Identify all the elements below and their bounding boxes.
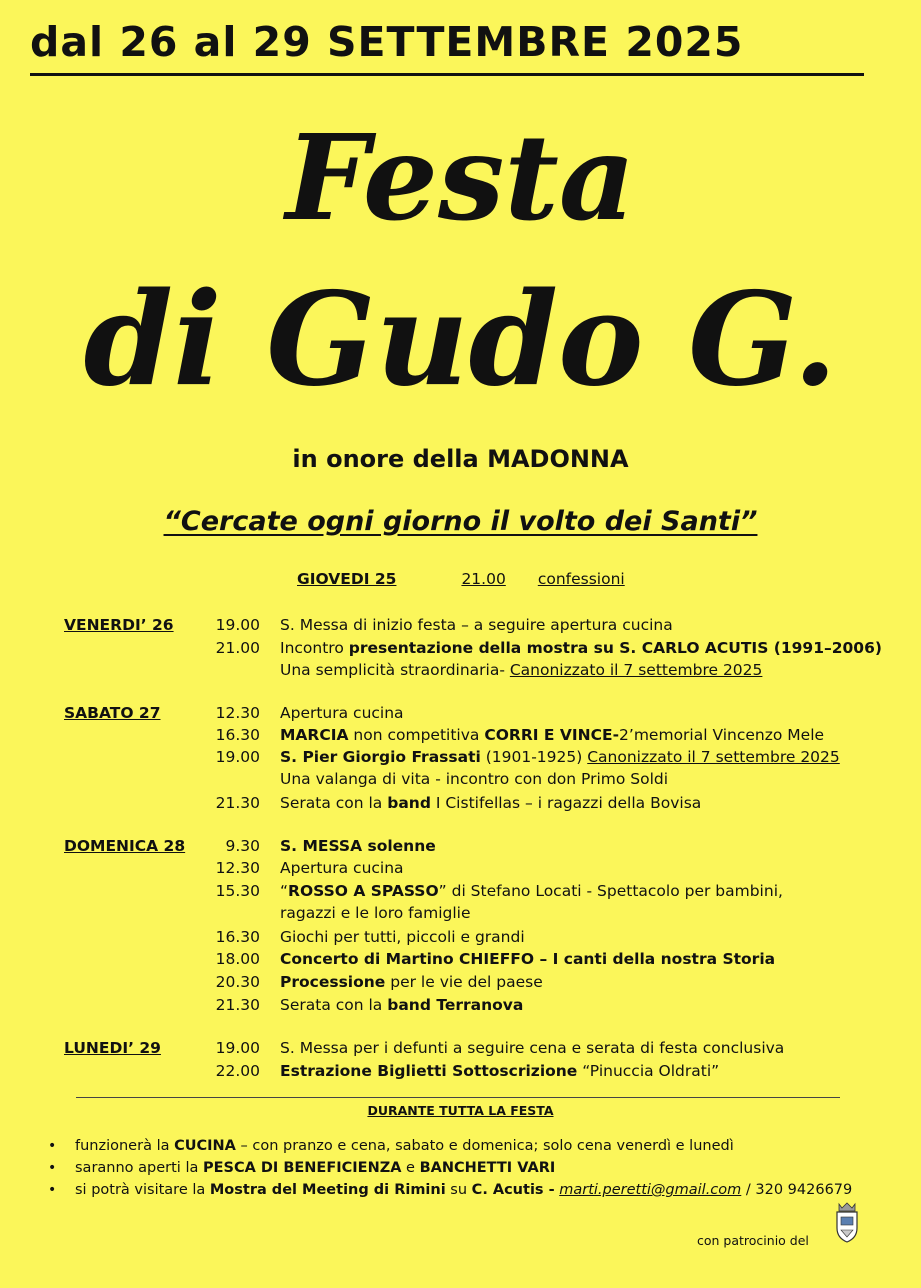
thursday-activity: confessioni: [537, 570, 625, 588]
sunday-time-1: 9.30: [225, 837, 260, 855]
saturday-activity-1: Apertura cucina: [280, 704, 404, 722]
sunday-activity-7: Processione per le vie del paese: [280, 973, 543, 991]
contact-phone: / 320 9426679: [741, 1182, 853, 1198]
sunday-activity-3: “ROSSO A SPASSO” di Stefano Locati - Spettacolo per bambini,: [280, 882, 783, 900]
monday-time-1: 19.00: [215, 1039, 260, 1057]
sunday-time-8: 21.30: [215, 996, 260, 1014]
sunday-activity-8: Serata con la band Terranova: [280, 996, 524, 1014]
saturday-activity-5: Serata con la band I Cistifellas – i ragazzi della Bovisa: [280, 794, 702, 812]
monday-day: LUNEDI’ 29: [64, 1039, 161, 1057]
friday-time-1: 19.00: [215, 616, 260, 634]
saturday-time-2: 16.30: [215, 726, 260, 744]
monday-time-2: 22.00: [215, 1062, 260, 1080]
footer-bullet-1: • funzionerà la CUCINA – con pranzo e cena, sabato e domenica; solo cena venerdì e lunedì: [48, 1138, 734, 1154]
saturday-time-3: 19.00: [215, 748, 260, 766]
bullet-dot: •: [48, 1160, 57, 1176]
motto-text: “Cercate ogni giorno il volto dei Santi”: [163, 506, 758, 537]
sunday-activity-5: Giochi per tutti, piccoli e grandi: [280, 928, 525, 946]
saturday-day: SABATO 27: [64, 704, 161, 722]
footer-bullet-2: • saranno aperti la PESCA DI BENEFICIENZA e BANCHETTI VARI: [48, 1160, 556, 1176]
festival-dates: dal 26 al 29 SETTEMBRE 2025: [30, 18, 744, 66]
friday-activity-1: S. Messa di inizio festa – a seguire apertura cucina: [280, 616, 673, 634]
sunday-day: DOMENICA 28: [64, 837, 186, 855]
bullet-dot: •: [48, 1182, 57, 1198]
subtitle: in onore della MADONNA: [292, 445, 629, 473]
bullet-dot: •: [48, 1138, 57, 1154]
header-underline: [30, 73, 864, 76]
saturday-activity-4: Una valanga di vita - incontro con don Primo Soldi: [280, 770, 669, 788]
sunday-activity-2: Apertura cucina: [280, 859, 404, 877]
friday-time-2: 21.00: [215, 639, 260, 657]
thursday-line: [297, 570, 625, 588]
sunday-activity-6: Concerto di Martino CHIEFFO – I canti della nostra Storia: [280, 950, 776, 968]
sunday-activity-1: S. MESSA solenne: [280, 837, 436, 855]
sunday-time-5: 16.30: [215, 928, 260, 946]
sunday-activity-4: ragazzi e le loro famiglie: [280, 904, 471, 922]
footer-bullet-3: • si potrà visitare la Mostra del Meeting di Rimini su C. Acutis - marti.peretti@gmail.com / 320 9426679: [48, 1182, 853, 1198]
sunday-time-3: 15.30: [215, 882, 260, 900]
friday-day: VENERDI’ 26: [64, 616, 174, 634]
saturday-time-5: 21.30: [215, 794, 260, 812]
sunday-time-6: 18.00: [215, 950, 260, 968]
sunday-time-2: 12.30: [215, 859, 260, 877]
sunday-time-7: 20.30: [215, 973, 260, 991]
thursday-time: 21.00: [461, 570, 506, 588]
title-festa: Festa: [285, 108, 636, 247]
friday-activity-3: Una semplicità straordinaria- Canonizzato il 7 settembre 2025: [280, 661, 763, 679]
saturday-activity-2: MARCIA non competitiva CORRI E VINCE-2’memorial Vincenzo Mele: [280, 726, 825, 744]
monday-activity-2: Estrazione Biglietti Sottoscrizione “Pinuccia Oldrati”: [280, 1062, 720, 1080]
monday-activity-1: S. Messa per i defunti a seguire cena e serata di festa conclusiva: [280, 1039, 785, 1057]
patronage-label: con patrocinio del: [697, 1233, 809, 1248]
title-gudo: di Gudo G.: [83, 265, 838, 415]
thursday-day: GIOVEDI 25: [297, 570, 397, 588]
friday-activity-2: Incontro presentazione della mostra su S. CARLO ACUTIS (1991–2006): [280, 639, 882, 657]
footer-heading: DURANTE TUTTA LA FESTA: [367, 1103, 554, 1118]
contact-email[interactable]: marti.peretti@gmail.com: [559, 1182, 742, 1198]
municipal-crest-icon: [831, 1200, 863, 1244]
motto: [0, 506, 921, 537]
saturday-time-1: 12.30: [215, 704, 260, 722]
saturday-activity-3: S. Pier Giorgio Frassati (1901-1925) Canonizzato il 7 settembre 2025: [280, 748, 840, 766]
footer-divider: [76, 1097, 840, 1098]
